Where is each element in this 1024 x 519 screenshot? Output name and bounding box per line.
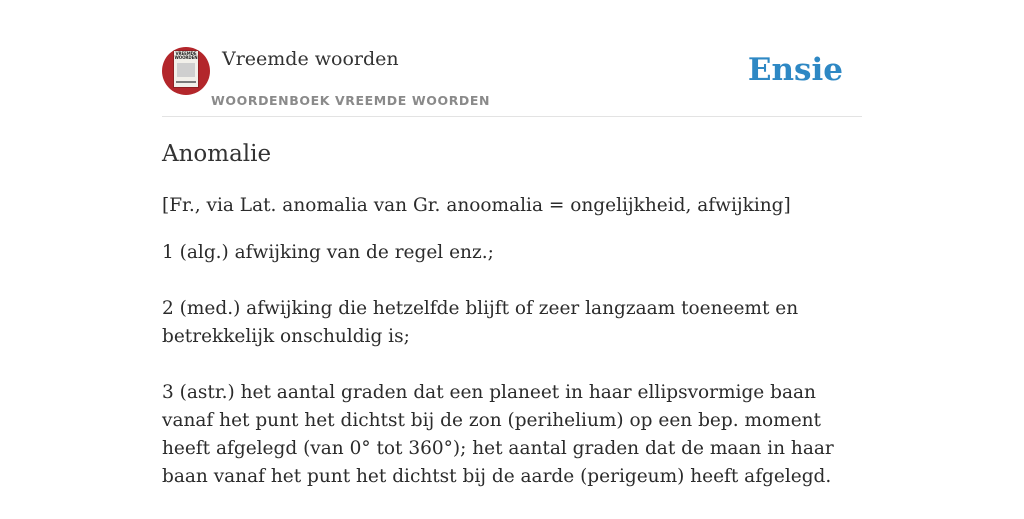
source-subtitle[interactable]: WOORDENBOEK VREEMDE WOORDEN — [211, 93, 491, 108]
definitions-list — [162, 239, 862, 519]
definition-item: 3 (astr.) het aantal graden dat een planeet in haar ellipsvormige baan vanaf het punt het dichtst bij de zon (perihelium) op een bep. moment heeft afgelegd (van 0° tot 360°); het aantal graden dat de maan in haar baan vanaf het punt het dichtst bij de aarde (perigeum) heeft afgelegd. — [162, 382, 834, 487]
definition-item: 1 (alg.) afwijking van de regel enz.; — [162, 242, 494, 263]
ensie-logo[interactable]: Ensie — [747, 52, 843, 88]
book-cover-title: VREEMDE WOORDEN — [174, 51, 198, 60]
source-name[interactable]: Vreemde woorden — [222, 48, 399, 70]
book-cover-footer — [176, 81, 196, 83]
book-cover-icon — [173, 50, 199, 88]
source-avatar[interactable] — [162, 47, 210, 95]
entry-page — [162, 44, 862, 487]
etymology: [Fr., via Lat. anomalia van Gr. anoomalia = ongelijkheid, afwijking] — [162, 195, 791, 216]
source-header — [162, 44, 862, 117]
book-cover-band — [177, 63, 195, 77]
definition-item: 2 (med.) afwijking die hetzelfde blijft of zeer langzaam toeneemt en betrekkelijk onschuldig is; — [162, 298, 799, 347]
entry-title: Anomalie — [162, 141, 272, 167]
